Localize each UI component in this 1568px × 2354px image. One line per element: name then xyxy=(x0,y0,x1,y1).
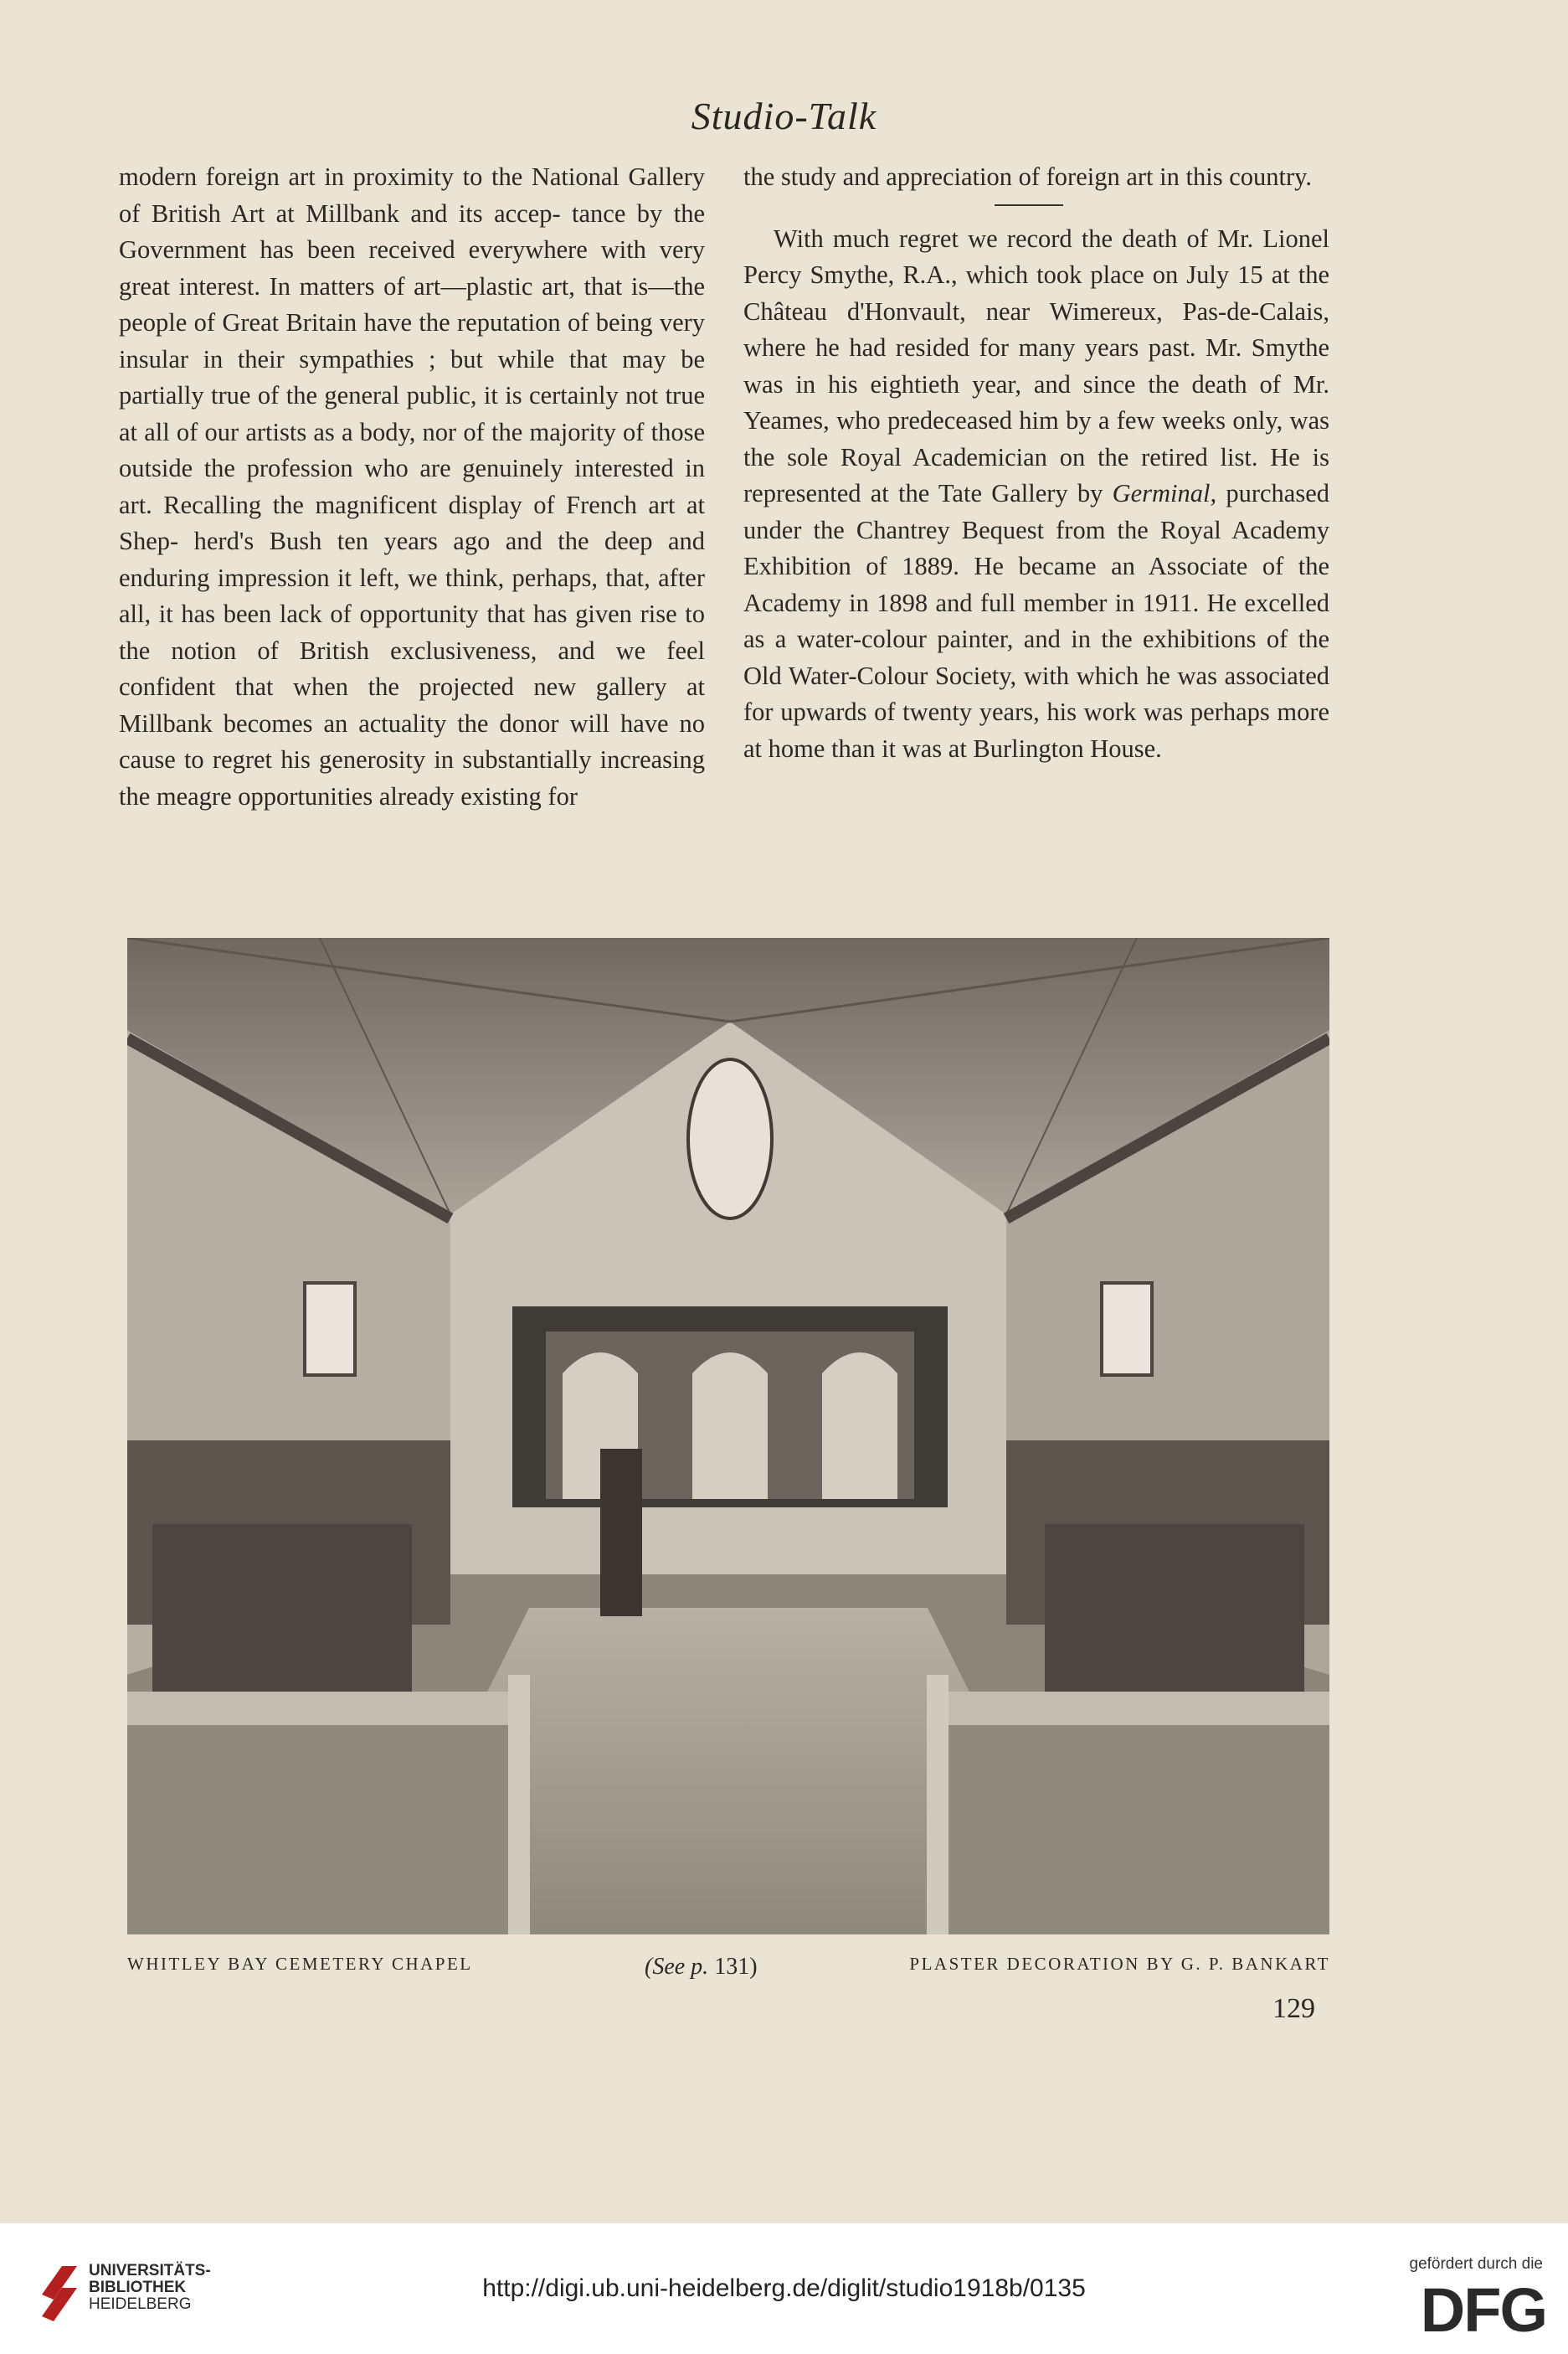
right-text-column xyxy=(743,159,1329,767)
text-line: herd's Bush ten years ago and the deep and xyxy=(193,527,705,555)
continuation-paragraph xyxy=(743,159,1329,196)
left-text-column xyxy=(119,159,705,815)
funding-note: gefördert durch die xyxy=(1409,2255,1543,2273)
text-line: resided for many years past. Mr. Smythe was xyxy=(743,333,1329,399)
left-paragraph xyxy=(119,159,705,815)
text-line: the retired list. He is represented at the Tate xyxy=(743,442,1330,507)
library-line: BIBLIOTHEK xyxy=(89,2279,187,2296)
text-line: an actuality the donor will have no cause to xyxy=(119,708,705,774)
text-line: exclusiveness, and we feel confident that when xyxy=(119,636,705,701)
text-line: the majority of those outside the profession xyxy=(119,417,706,482)
text-line: and in the exhibitions of the Old Water-Colour xyxy=(743,625,1329,690)
text-line: in his eightieth year, and since the death of xyxy=(795,369,1281,399)
work-title: Germinal, xyxy=(1112,479,1217,507)
library-line: HEIDELBERG xyxy=(89,2295,192,2313)
section-rule xyxy=(995,204,1063,206)
text-line: upwards of twenty years, his work was perhaps xyxy=(780,698,1270,726)
text-line: 1911. He excelled as a water-colour painter, xyxy=(743,588,1330,653)
text-line: Britain have the reputation of being very insular xyxy=(119,308,706,373)
text-line: Chantrey Bequest from the Royal Academy xyxy=(856,515,1329,544)
text-line: that, after all, it has been lack of opportunity xyxy=(119,563,705,628)
text-line: place on July 15 at the Château d'Honvault, xyxy=(743,260,1330,326)
text-line: that has given rise to the notion of British xyxy=(119,600,706,665)
text-line: more at home than it was at Burlington House. xyxy=(743,698,1330,763)
dfg-logo: DFG xyxy=(1420,2275,1546,2345)
plate-page-reference xyxy=(645,1954,758,1981)
text-line: of the Academy in 1898 and full member in xyxy=(743,552,1329,617)
plate-caption-title: WHITLEY BAY CEMETERY CHAPEL xyxy=(127,1954,473,1974)
text-line: of art—plastic art, that is—the people of Great xyxy=(119,271,705,337)
see-prefix: (See p. xyxy=(645,1954,715,1980)
text-fragment: Gallery by xyxy=(991,479,1113,507)
text-line: near Wimereux, Pas-de-Calais, where he had xyxy=(743,296,1329,362)
text-line: Mr. Yeames, who predeceased him by a few xyxy=(743,369,1330,435)
text-line: enduring impression it left, we think, perhaps, xyxy=(119,563,599,592)
text-line: who are genuinely interested in art. Recalling xyxy=(119,454,705,519)
text-line: the magnificent display of French art at Shep- xyxy=(119,490,706,555)
text-fragment: purchased under the xyxy=(743,479,1329,544)
see-page: 131) xyxy=(714,1954,758,1980)
running-head: Studio-Talk xyxy=(691,95,877,137)
text-line: not true at all of our artists as a body, nor of xyxy=(119,381,705,446)
text-line: the projected new gallery at Millbank becomes xyxy=(119,672,706,738)
text-line: Exhibition of 1889. He became an Associate xyxy=(743,552,1248,580)
chapel-interior-photograph xyxy=(127,938,1329,1934)
text-line: the meagre opportunities already existing for xyxy=(119,781,578,811)
obituary-paragraph xyxy=(743,221,1329,768)
text-line: With much regret we record the death of xyxy=(774,224,1208,253)
page-number: 129 xyxy=(1272,1993,1315,2024)
text-line: Gallery of British Art at Millbank and its accep- xyxy=(119,162,705,228)
text-line: modern foreign art in proximity to the National xyxy=(119,162,619,191)
library-line: UNIVERSITÄTS- xyxy=(89,2262,211,2279)
text-line: tance by the Government has been received xyxy=(119,198,705,264)
text-line: the study and appreciation of foreign art in xyxy=(743,162,1180,191)
text-line: this country. xyxy=(1185,162,1313,191)
text-line: Mr. Lionel Percy Smythe, R.A., which took xyxy=(743,224,1329,289)
source-url-link[interactable]: http://digi.ub.uni-heidelberg.de/diglit/studio1918b/0135 xyxy=(482,2274,1086,2302)
text-line: weeks only, was the sole Royal Academician on xyxy=(743,406,1329,471)
text-line: in their sympathies ; but while that may be xyxy=(203,344,706,373)
text-line: regret his generosity in substantially increasing xyxy=(212,745,705,774)
plate-caption-credit: PLASTER DECORATION BY G. P. BANKART xyxy=(909,1954,1330,1974)
text-line: partially true of the general public, it is certainly xyxy=(119,381,619,410)
text-line: everywhere with very great interest. In matters xyxy=(119,235,706,301)
text-line: Society, with which he was associated for xyxy=(743,661,1329,726)
